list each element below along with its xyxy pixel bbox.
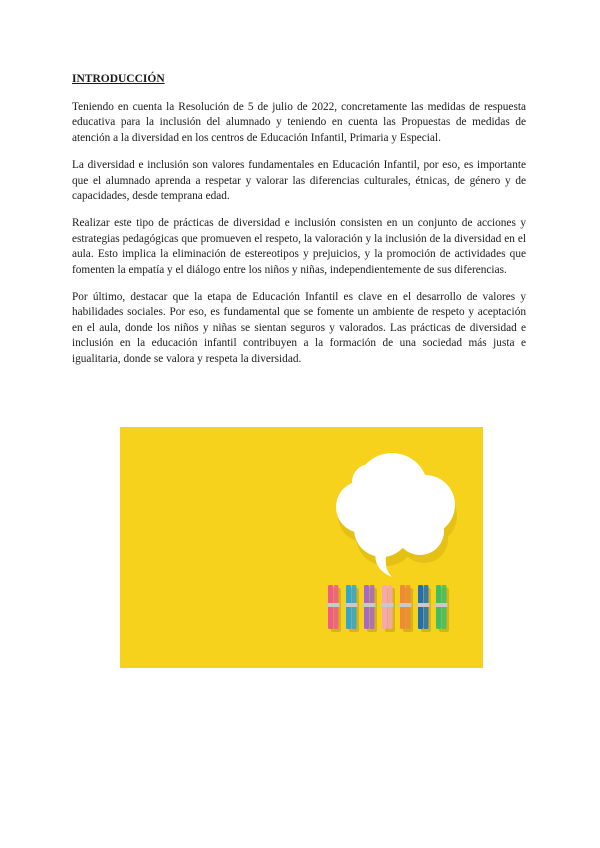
paragraph-4: Por último, destacar que la etapa de Educación Infantil es clave en el desarrollo de valores y habilidades sociales. Por eso, es fundamental que se fomente un ambiente de respeto y aceptación en el aula, donde los niños y niñas se sientan seguros y valorados. Las prácticas de diversidad e inclusión en la educación infantil contribuyen a la formación de una sociedad más justa e igualitaria, donde se valora y respeta la diversidad.	[72, 291, 526, 365]
clothespin	[381, 585, 395, 632]
clothespin	[399, 585, 413, 632]
clothespin	[417, 585, 431, 632]
section-heading: INTRODUCCIÓN	[72, 73, 165, 85]
clothespin	[363, 585, 377, 632]
paragraph-1: Teniendo en cuenta la Resolución de 5 de julio de 2022, concretamente las medidas de respuesta educativa para la inclusión del alumnado y teniendo en cuenta las Propuestas de medidas de atención a la diversidad en los centros de Educación Infantil, Primaria y Especial.	[72, 101, 526, 144]
clothespin	[345, 585, 359, 632]
speech-bubble-clothespins-illustration	[120, 427, 483, 668]
paragraph-3: Realizar este tipo de prácticas de diversidad e inclusión consisten en un conjunto de acciones y estrategias pedagógicas que promueven el respeto, la valoración y la inclusión de la diversidad en el aula. Esto implica la eliminación de estereotipos y prejuicios, y la promoción de actividades que fomenten la empatía y el diálogo entre los niños y niñas, independientemente de sus diferencias.	[72, 217, 526, 276]
clothespin	[435, 585, 449, 632]
clothespin	[327, 585, 341, 632]
illustration-image	[120, 427, 483, 668]
paragraph-2: La diversidad e inclusión son valores fundamentales en Educación Infantil, por eso, es importante que el alumnado aprenda a respetar y valorar las diferencias culturales, étnicas, de género y de capacidades, desde temprana edad.	[72, 159, 526, 203]
document-body	[72, 72, 526, 379]
